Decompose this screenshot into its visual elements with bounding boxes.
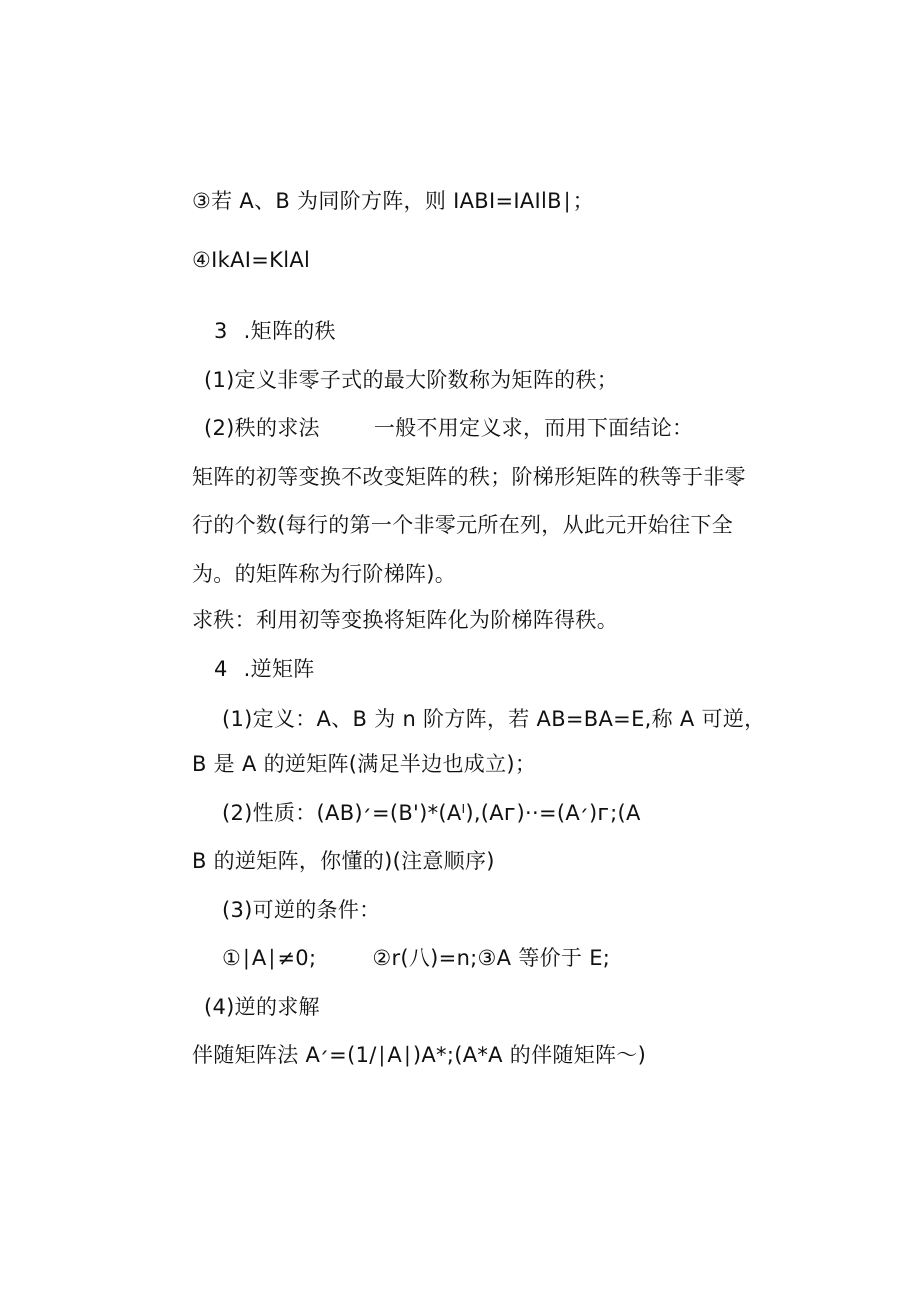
inverse-solution-heading: (4)逆的求解: [204, 995, 320, 1019]
section-title: .逆矩阵: [243, 657, 315, 681]
paragraph-line: B 是 A 的逆矩阵(满足半边也成立)；: [192, 752, 537, 776]
property-3-line: ③若 A、B 为同阶方阵，则 IABI=IAIlB∣；: [192, 189, 594, 213]
section-number: 4: [214, 657, 228, 681]
inverse-definition-line: (1)定义：A、B 为 n 阶方阵，若 AB=BA=E,称 A 可逆，: [222, 707, 766, 731]
inverse-properties-line: (2)性质：(AB)׳=(B')*(Aˡ),(Aᴦ)··=(A׳)ᴦ;(A: [222, 801, 641, 825]
paragraph-line: 为。的矩阵称为行阶梯阵)。: [192, 562, 457, 586]
paragraph-line: B 的逆矩阵，你懂的)(注意顺序): [192, 849, 495, 873]
rank-method-label: (2)秩的求法: [204, 416, 320, 440]
adjugate-method-line: 伴随矩阵法 A׳=(1/∣A∣)A*;(A*A 的伴随矩阵～): [192, 1043, 647, 1067]
rank-summary-line: 求秩：利用初等变换将矩阵化为阶梯阵得秩。: [192, 608, 618, 632]
paragraph-line: 矩阵的初等变换不改变矩阵的秩；阶梯形矩阵的秩等于非零: [192, 465, 746, 489]
condition-2-3: ②r(八)=n;③A 等价于 E;: [372, 946, 611, 970]
rank-definition-line: (1)定义非零子式的最大阶数称为矩阵的秩；: [204, 368, 619, 392]
invertible-conditions-line: [222, 944, 610, 972]
rank-method-text: 一般不用定义求，而用下面结论：: [373, 416, 694, 440]
section-title: .矩阵的秩: [243, 319, 336, 343]
section-4-heading: [214, 655, 315, 683]
invertible-conditions-heading: (3)可逆的条件：: [222, 898, 381, 922]
section-number: 3: [214, 319, 228, 343]
paragraph-line: 行的个数(每行的第一个非零元所在列，从此元开始往下全: [192, 513, 733, 537]
section-3-heading: [214, 317, 336, 345]
condition-1: ①∣A∣≠0;: [222, 946, 317, 970]
property-4-line: ④IkAI=KlAl: [192, 248, 311, 272]
rank-method-line: [204, 414, 693, 442]
